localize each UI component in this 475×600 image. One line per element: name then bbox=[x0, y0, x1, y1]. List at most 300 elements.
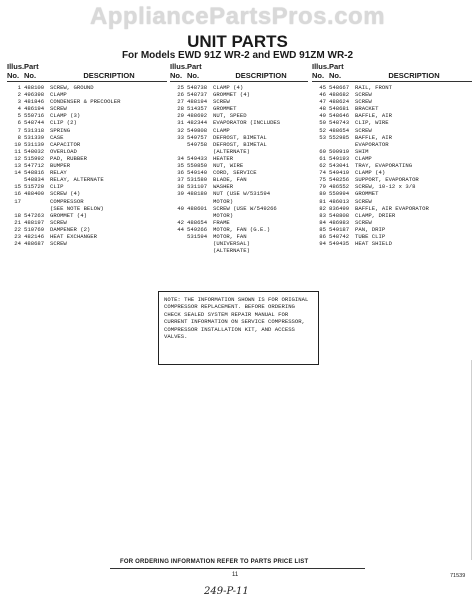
part-description: GROMMET bbox=[355, 190, 379, 198]
illus-number: 44 bbox=[177, 225, 184, 233]
parts-row bbox=[7, 190, 167, 197]
part-number bbox=[187, 247, 213, 254]
part-number: 531594 bbox=[187, 232, 208, 240]
part-number: 552985 bbox=[329, 133, 350, 141]
parts-row bbox=[170, 240, 308, 247]
part-description: (ALTERNATE) bbox=[213, 147, 250, 155]
part-number: 486983 bbox=[329, 218, 350, 226]
part-description: SCREW bbox=[355, 126, 372, 134]
illus-number: 33 bbox=[177, 133, 184, 141]
illus-number: 8 bbox=[17, 133, 21, 141]
part-number: 496398 bbox=[24, 91, 45, 99]
parts-row bbox=[312, 155, 472, 162]
part-number: 531318 bbox=[24, 126, 45, 134]
header-illus-bottom: No. bbox=[312, 71, 325, 80]
header-illus-no bbox=[7, 62, 24, 80]
header-part-top: Part bbox=[24, 62, 39, 71]
part-number: 488100 bbox=[24, 84, 45, 91]
illus-number: 29 bbox=[177, 112, 184, 120]
parts-row bbox=[312, 205, 472, 212]
illus-number: 16 bbox=[14, 190, 21, 198]
part-description: SCREW bbox=[355, 91, 372, 99]
parts-column-3 bbox=[312, 62, 472, 247]
parts-row bbox=[312, 226, 472, 233]
parts-row bbox=[170, 190, 308, 197]
parts-row bbox=[7, 240, 167, 247]
part-number: 488654 bbox=[329, 126, 350, 134]
part-number: 488692 bbox=[187, 112, 208, 120]
header-illus-bottom: No. bbox=[7, 71, 20, 80]
part-description: CLAMP (4) bbox=[355, 169, 386, 177]
compressor-note: NOTE: THE INFORMATION SHOWN IS FOR ORIGINAL COMPRESSOR REPLACEMENT. BEFORE ORDERING CHECK SEALED SYSTEM REPAIR MANUAL FOR CURRENT INFORMATION ON SERVICE COMPRESSOR, COMPRESSOR INSTALLATION KIT, AND ACCESS VALVES. bbox=[158, 291, 319, 365]
illus-number: 24 bbox=[14, 240, 21, 248]
illus-number: 40 bbox=[177, 204, 184, 212]
parts-row bbox=[312, 98, 472, 105]
ordering-note: FOR ORDERING INFORMATION REFER TO PARTS PRICE LIST bbox=[120, 559, 309, 565]
part-number: 510769 bbox=[24, 225, 45, 233]
part-number bbox=[187, 198, 213, 205]
illus-number: 39 bbox=[177, 190, 184, 198]
part-description: CLAMP (4) bbox=[213, 84, 244, 91]
illus-number: 62 bbox=[319, 162, 326, 170]
parts-row bbox=[7, 119, 167, 126]
part-number: 488400 bbox=[24, 190, 45, 198]
part-number: 548646 bbox=[329, 112, 350, 120]
part-number: 548744 bbox=[24, 119, 45, 127]
part-number: 531339 bbox=[24, 133, 45, 141]
parts-column-2 bbox=[170, 62, 308, 254]
part-description: SCREW bbox=[50, 218, 67, 226]
illus-number bbox=[170, 141, 187, 148]
illus-number: 47 bbox=[319, 98, 326, 106]
illus-number: 83 bbox=[319, 211, 326, 219]
parts-row bbox=[312, 134, 472, 141]
illus-number: 15 bbox=[14, 183, 21, 191]
part-description: MOTOR, FAN (G.E.) bbox=[213, 225, 271, 233]
header-description: DESCRIPTION bbox=[83, 71, 135, 80]
part-number: 488687 bbox=[24, 240, 45, 248]
part-description: RELAY, ALTERNATE bbox=[50, 176, 104, 184]
parts-row bbox=[312, 190, 472, 197]
illus-number: 3 bbox=[17, 98, 21, 106]
illus-number: 50 bbox=[319, 119, 326, 127]
part-description: SCREW (USE W/549266 bbox=[213, 204, 277, 212]
part-description: (ALTERNATE) bbox=[213, 247, 250, 255]
part-description: MOTOR, FAN bbox=[213, 232, 247, 240]
part-description: PAD, RUBBER bbox=[50, 154, 87, 162]
illus-number bbox=[170, 212, 187, 219]
part-description: HEAT EXCHANGER bbox=[50, 232, 97, 240]
part-number: 550850 bbox=[187, 162, 208, 170]
illus-number: 52 bbox=[319, 126, 326, 134]
parts-row bbox=[312, 162, 472, 169]
part-description: OVERLOAD bbox=[50, 147, 77, 155]
part-description: CAPACITOR bbox=[50, 140, 81, 148]
part-description: TRAY, EVAPORATING bbox=[355, 162, 413, 170]
illus-number: 21 bbox=[14, 218, 21, 226]
illus-number: 12 bbox=[14, 154, 21, 162]
illus-number: 32 bbox=[177, 126, 184, 134]
illus-number: 61 bbox=[319, 154, 326, 162]
part-description: BUMPER bbox=[50, 162, 71, 170]
part-description: PAN, DRIP bbox=[355, 225, 386, 233]
illus-number: 18 bbox=[14, 211, 21, 219]
part-description: SCREW bbox=[355, 218, 372, 226]
part-number: 836499 bbox=[329, 204, 350, 212]
footer-divider bbox=[110, 568, 365, 569]
parts-column-1 bbox=[7, 62, 167, 247]
part-number: 482146 bbox=[24, 232, 45, 240]
part-number: 549808 bbox=[187, 126, 208, 134]
part-number: 543041 bbox=[329, 162, 350, 170]
part-number: 488624 bbox=[329, 98, 350, 106]
part-number: 486552 bbox=[329, 183, 350, 191]
part-description: NUT, SPEED bbox=[213, 112, 247, 120]
illus-number: 10 bbox=[14, 140, 21, 148]
part-number bbox=[187, 212, 213, 219]
illus-number bbox=[7, 176, 24, 183]
illus-number: 14 bbox=[14, 169, 21, 177]
illus-number: 26 bbox=[177, 91, 184, 99]
parts-row bbox=[170, 169, 308, 176]
part-number: 500919 bbox=[329, 147, 350, 155]
illus-number bbox=[170, 198, 187, 205]
part-number: 550994 bbox=[329, 190, 350, 198]
illus-number: 53 bbox=[319, 133, 326, 141]
illus-number: 37 bbox=[177, 176, 184, 184]
part-description: GROMMET (4) bbox=[213, 91, 250, 99]
header-part-bottom: No. bbox=[329, 71, 342, 80]
illus-number: 22 bbox=[14, 225, 21, 233]
parts-row bbox=[7, 155, 167, 162]
parts-row bbox=[170, 176, 308, 183]
parts-row bbox=[312, 105, 472, 112]
part-number: 549140 bbox=[187, 169, 208, 177]
parts-row bbox=[170, 198, 308, 205]
part-number: 547712 bbox=[24, 162, 45, 170]
part-number: 488654 bbox=[187, 218, 208, 226]
part-number: 488197 bbox=[24, 218, 45, 226]
illus-number: 48 bbox=[319, 105, 326, 113]
parts-row bbox=[312, 198, 472, 205]
part-description: BLADE, FAN bbox=[213, 176, 247, 184]
part-description: CONDENSER & PRECOOLER bbox=[50, 98, 121, 106]
header-illus-top: Illus. bbox=[312, 62, 330, 71]
part-description: SCREW bbox=[355, 98, 372, 106]
part-number: 548681 bbox=[329, 105, 350, 113]
parts-row bbox=[170, 226, 308, 233]
parts-row bbox=[7, 198, 167, 205]
parts-row bbox=[170, 212, 308, 219]
part-description: DEFROST, BIMETAL bbox=[213, 133, 267, 141]
parts-row bbox=[170, 155, 308, 162]
part-description: RELAY bbox=[50, 169, 67, 177]
parts-row bbox=[7, 91, 167, 98]
part-description: CLIP, WIRE bbox=[355, 119, 389, 127]
part-number: 531139 bbox=[24, 140, 45, 148]
part-description: HEATER bbox=[213, 154, 234, 162]
parts-row bbox=[170, 119, 308, 126]
part-description: MOTOR) bbox=[213, 211, 234, 219]
document-number: 71539 bbox=[450, 573, 466, 579]
parts-row bbox=[7, 162, 167, 169]
part-description: GROMMET bbox=[213, 105, 237, 113]
illus-number: 4 bbox=[17, 105, 21, 113]
part-description: SCREW (4) bbox=[50, 190, 81, 198]
part-description: CORD, SERVICE bbox=[213, 169, 257, 177]
parts-row bbox=[170, 162, 308, 169]
part-number: 549757 bbox=[187, 133, 208, 141]
part-number: 548816 bbox=[24, 169, 45, 177]
header-part-no bbox=[329, 62, 356, 80]
watermark-banner: AppliancePartsPros.com bbox=[89, 3, 386, 30]
illus-number bbox=[170, 240, 187, 247]
parts-row bbox=[170, 141, 308, 148]
part-description: SCREW bbox=[50, 105, 67, 113]
header-part-bottom: No. bbox=[24, 71, 37, 80]
illus-number: 5 bbox=[17, 112, 21, 120]
illus-number: 7 bbox=[17, 126, 21, 134]
header-description: DESCRIPTION bbox=[388, 71, 440, 80]
illus-number: 27 bbox=[177, 98, 184, 106]
column-header bbox=[7, 62, 167, 82]
part-description: COMPRESSOR bbox=[50, 197, 84, 205]
part-description: EVAPORATOR bbox=[355, 140, 389, 148]
part-description: SUPPORT, EVAPORATOR bbox=[355, 176, 419, 184]
parts-row bbox=[170, 84, 308, 91]
parts-row bbox=[312, 240, 472, 247]
parts-row bbox=[7, 148, 167, 155]
illus-number: 49 bbox=[319, 112, 326, 120]
parts-row bbox=[170, 134, 308, 141]
part-number: 549433 bbox=[187, 154, 208, 162]
part-number: 548742 bbox=[329, 232, 350, 240]
part-number: 549266 bbox=[187, 225, 208, 233]
part-description: NUT (USE W/531594 bbox=[213, 190, 271, 198]
illus-number: 85 bbox=[319, 225, 326, 233]
header-illus-top: Illus. bbox=[170, 62, 188, 71]
part-description: NUT, WIRE bbox=[213, 162, 244, 170]
parts-row bbox=[7, 84, 167, 91]
page-subtitle: For Models EWD 91Z WR-2 and EWD 91ZM WR-2 bbox=[121, 50, 354, 61]
part-description: DAMPENER (2) bbox=[50, 225, 91, 233]
parts-row bbox=[7, 205, 167, 212]
parts-row bbox=[170, 247, 308, 254]
part-description: SCREW bbox=[50, 240, 67, 248]
part-number: 488682 bbox=[329, 91, 350, 99]
part-number: 481846 bbox=[24, 98, 45, 106]
parts-row bbox=[7, 212, 167, 219]
part-number bbox=[24, 205, 50, 212]
part-description: EVAPORATOR (INCLUDES bbox=[213, 119, 281, 127]
part-description: CLIP bbox=[50, 183, 64, 191]
part-description: (UNIVERSAL) bbox=[213, 240, 250, 248]
parts-row bbox=[312, 176, 472, 183]
part-number: 548834 bbox=[24, 176, 45, 184]
parts-row bbox=[312, 148, 472, 155]
parts-row bbox=[170, 148, 308, 155]
illus-number bbox=[170, 233, 187, 240]
parts-row bbox=[170, 91, 308, 98]
parts-row bbox=[7, 176, 167, 183]
part-number: 531580 bbox=[187, 176, 208, 184]
illus-number: 74 bbox=[319, 169, 326, 177]
part-description: SPRING bbox=[50, 126, 71, 134]
illus-number: 84 bbox=[319, 218, 326, 226]
parts-row bbox=[7, 226, 167, 233]
parts-row bbox=[312, 219, 472, 226]
parts-row bbox=[312, 169, 472, 176]
illus-number: 35 bbox=[177, 162, 184, 170]
part-description: SCREW, 10-12 x 3/8 bbox=[355, 183, 416, 191]
column-header bbox=[170, 62, 308, 82]
illus-number: 75 bbox=[319, 176, 326, 184]
part-number: 486013 bbox=[329, 197, 350, 205]
part-description: WASHER bbox=[213, 183, 234, 191]
page-number: 11 bbox=[232, 572, 239, 578]
part-description: FRAME bbox=[213, 218, 230, 226]
part-number: 548256 bbox=[329, 176, 350, 184]
illus-number: 45 bbox=[319, 84, 326, 91]
illus-number: 38 bbox=[177, 183, 184, 191]
parts-row bbox=[312, 233, 472, 240]
illus-number: 2 bbox=[17, 91, 21, 99]
part-number: 548738 bbox=[187, 84, 208, 91]
part-number: 514357 bbox=[187, 105, 208, 113]
illus-number: 42 bbox=[177, 218, 184, 226]
illus-number: 25 bbox=[177, 84, 184, 91]
part-number: 548808 bbox=[329, 211, 350, 219]
illus-number: 60 bbox=[319, 147, 326, 155]
parts-row bbox=[312, 212, 472, 219]
header-part-bottom: No. bbox=[187, 71, 200, 80]
part-description: BAFFLE, AIR EVAPORATOR bbox=[355, 204, 429, 212]
part-description: SCREW, GROUND bbox=[50, 84, 94, 91]
part-description: SCREW bbox=[213, 98, 230, 106]
illus-number: 11 bbox=[14, 147, 21, 155]
parts-row bbox=[312, 91, 472, 98]
part-description: BAFFLE, AIR bbox=[355, 112, 392, 120]
parts-row bbox=[7, 112, 167, 119]
illus-number: 86 bbox=[319, 232, 326, 240]
scan-edge-mark bbox=[471, 360, 472, 560]
header-part-top: Part bbox=[329, 62, 344, 71]
part-number: 548032 bbox=[24, 147, 45, 155]
illus-number bbox=[170, 247, 187, 254]
part-number: 548667 bbox=[329, 84, 350, 91]
parts-row bbox=[312, 141, 472, 148]
part-description: TUBE CLIP bbox=[355, 232, 386, 240]
part-description: CASE bbox=[50, 133, 64, 141]
parts-row bbox=[170, 219, 308, 226]
part-number: 549187 bbox=[329, 225, 350, 233]
part-number: 549758 bbox=[187, 140, 208, 148]
illus-number bbox=[7, 205, 24, 212]
illus-number: 1 bbox=[17, 84, 21, 91]
header-illus-bottom: No. bbox=[170, 71, 183, 80]
part-description: GROMMET (4) bbox=[50, 211, 87, 219]
part-description: CLAMP bbox=[213, 126, 230, 134]
illus-number: 6 bbox=[17, 119, 21, 127]
part-number bbox=[187, 148, 213, 155]
part-number bbox=[329, 141, 355, 148]
part-description: CLIP (2) bbox=[50, 119, 77, 127]
parts-row bbox=[7, 98, 167, 105]
part-number: 550716 bbox=[24, 112, 45, 120]
part-description: CLAMP, DRIER bbox=[355, 211, 396, 219]
part-number bbox=[24, 198, 50, 205]
part-description: CLAMP bbox=[355, 154, 372, 162]
part-number: 548743 bbox=[329, 119, 350, 127]
illus-number bbox=[170, 148, 187, 155]
parts-row bbox=[7, 219, 167, 226]
part-number: 482344 bbox=[187, 119, 208, 127]
part-description: BAFFLE, AIR bbox=[355, 133, 392, 141]
part-description: MOTOR) bbox=[213, 197, 234, 205]
parts-row bbox=[7, 183, 167, 190]
parts-row bbox=[170, 105, 308, 112]
parts-row bbox=[312, 112, 472, 119]
parts-row bbox=[7, 127, 167, 134]
parts-row bbox=[312, 84, 472, 91]
part-description: (SEE NOTE BELOW) bbox=[50, 204, 104, 212]
illus-number: 17 bbox=[14, 197, 21, 205]
illus-number: 79 bbox=[319, 183, 326, 191]
parts-row bbox=[7, 233, 167, 240]
parts-row bbox=[170, 98, 308, 105]
part-number: 515992 bbox=[24, 154, 45, 162]
parts-row bbox=[170, 233, 308, 240]
part-description: RAIL, FRONT bbox=[355, 84, 392, 91]
part-number: 548737 bbox=[187, 91, 208, 99]
illus-number: 34 bbox=[177, 154, 184, 162]
illus-number: 80 bbox=[319, 190, 326, 198]
illus-number: 28 bbox=[177, 105, 184, 113]
parts-row bbox=[7, 169, 167, 176]
illus-number bbox=[312, 141, 329, 148]
illus-number: 82 bbox=[319, 204, 326, 212]
part-number: 488601 bbox=[187, 204, 208, 212]
part-description: HEAT SHIELD bbox=[355, 240, 392, 248]
parts-row bbox=[7, 134, 167, 141]
illus-number: 46 bbox=[319, 91, 326, 99]
part-description: CLAMP bbox=[50, 91, 67, 99]
illus-number: 23 bbox=[14, 232, 21, 240]
part-number: 549419 bbox=[329, 169, 350, 177]
part-number: 531107 bbox=[187, 183, 208, 191]
part-number: 549435 bbox=[329, 240, 350, 248]
illus-number: 81 bbox=[319, 197, 326, 205]
part-number: 488194 bbox=[187, 98, 208, 106]
header-description: DESCRIPTION bbox=[235, 71, 287, 80]
page-title: UNIT PARTS bbox=[187, 32, 288, 51]
illus-number: 36 bbox=[177, 169, 184, 177]
parts-row bbox=[312, 127, 472, 134]
part-number: 488180 bbox=[187, 190, 208, 198]
part-number bbox=[187, 240, 213, 247]
part-description: BRACKET bbox=[355, 105, 379, 113]
header-part-top: Part bbox=[187, 62, 202, 71]
part-description: SCREW bbox=[355, 197, 372, 205]
header-illus-no bbox=[312, 62, 329, 80]
parts-row bbox=[7, 105, 167, 112]
part-number: 549193 bbox=[329, 154, 350, 162]
header-illus-top: Illus. bbox=[7, 62, 25, 71]
handwritten-reference: 249-P-11 bbox=[204, 586, 249, 597]
header-part-no bbox=[187, 62, 214, 80]
parts-row bbox=[170, 112, 308, 119]
column-header bbox=[312, 62, 472, 82]
